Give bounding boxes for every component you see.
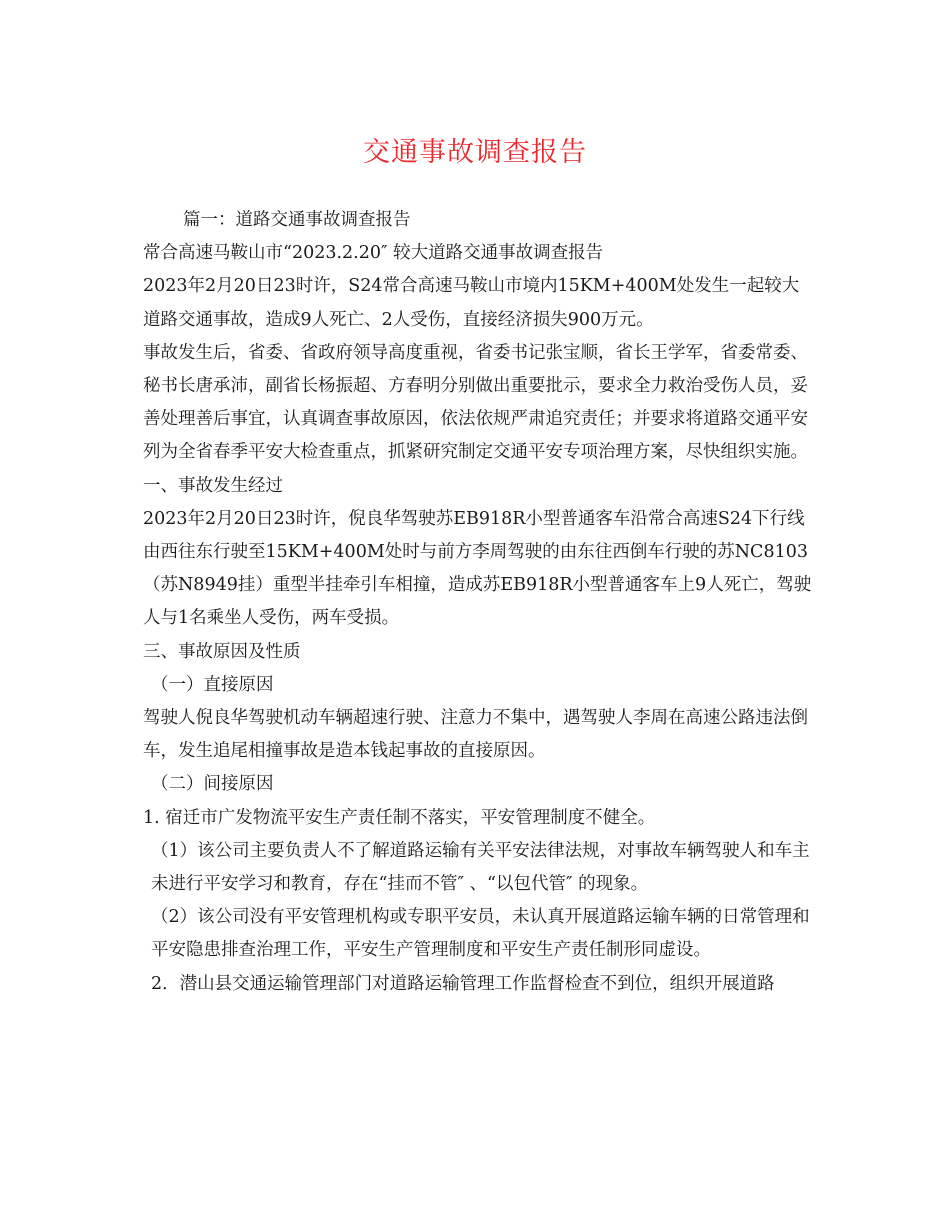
list-item-indirect-2: 2．潜山县交通运输管理部门对道路运输管理工作监督检查不到位，组织开展道路 xyxy=(151,973,775,994)
document-title: 交通事故调查报告 xyxy=(363,137,587,168)
paragraph-accident-process: 2023年2月20日23时许，倪良华驾驶苏EB918R小型普通客车沿常合高速S24下行线由西往东行驶至15KM+400M处时与前方李周驾驶的由东往西倒车行驶的苏NC8103（苏N8949挂）重型半挂牵引车相撞，造成苏EB918R小型普通客车上9人死亡，驾驶人与1名乘坐人受伤，两车受损。 xyxy=(143,508,812,629)
subheading-direct-cause: （一）直接原因 xyxy=(151,674,274,695)
subheading-indirect-cause: （二）间接原因 xyxy=(151,774,274,795)
document-body xyxy=(143,204,813,1001)
report-subtitle: 常合高速马鞍山市“2023.2.20″ 较大道路交通事故调查报告 xyxy=(143,243,604,264)
list-item-indirect-1-1: （1）该公司主要负责人不了解道路运输有关平安法律法规，对事故车辆驾驶人和车主未进行平安学习和教育，存在“挂而不管″ 、“以包代管″ 的现象。 xyxy=(151,840,810,895)
section-heading-cause-nature: 三、事故原因及性质 xyxy=(143,641,301,662)
list-item-indirect-1: 1. 宿迁市广发物流平安生产责任制不落实，平安管理制度不健全。 xyxy=(143,807,656,828)
paragraph-accident-summary: 2023年2月20日23时许，S24常合高速马鞍山市境内15KM+400M处发生一起较大道路交通事故，造成9人死亡、2人受伤，直接经济损失900万元。 xyxy=(143,276,800,330)
paragraph-direct-cause: 驾驶人倪良华驾驶机动车辆超速行驶、注意力不集中，遇驾驶人李周在高速公路违法倒车，发生追尾相撞事故是造本钱起事故的直接原因。 xyxy=(143,708,808,762)
section-heading-accident-process: 一、事故发生经过 xyxy=(143,475,283,496)
section-heading-article-one: 篇一：道路交通事故调查报告 xyxy=(183,210,411,230)
paragraph-leadership-response: 事故发生后，省委、省政府领导高度重视，省委书记张宝顺，省长王学军，省委常委、秘书长唐承沛，副省长杨振超、方春明分别做出重要批示，要求全力救治受伤人员，妥善处理善后事宜，认真调查事故原因，依法依规严肃追究责任；并要求将道路交通平安列为全省春季平安大检查重点，抓紧研究制定交通平安专项治理方案，尽快组织实施。 xyxy=(143,342,808,463)
list-item-indirect-1-2: （2）该公司没有平安管理机构或专职平安员，未认真开展道路运输车辆的日常管理和平安隐患排查治理工作，平安生产管理制度和平安生产责任制形同虚设。 xyxy=(151,907,810,961)
